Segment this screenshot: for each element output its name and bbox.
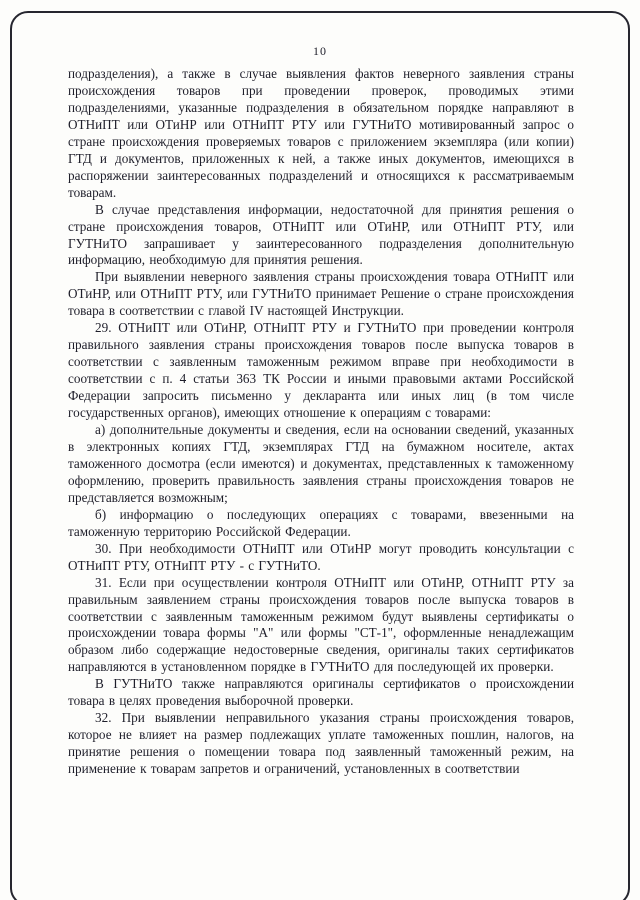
paragraph: В ГУТНиТО также направляются оригиналы сертификатов о происхождении товара в целях проведения выборочной проверки. bbox=[68, 676, 574, 709]
paragraph: б) информацию о последующих операциях с товарами, ввезенными на таможенную территорию Российской Федерации. bbox=[68, 506, 574, 539]
paragraph: 30. При необходимости ОТНиПТ или ОТиНР могут проводить консультации с ОТНиПТ РТУ, ОТНиПТ РТУ - с ГУТНиТО. bbox=[68, 540, 574, 573]
paragraph: а) дополнительные документы и сведения, если на основании сведений, указанных в электронных копиях ГТД, экземплярах ГТД на бумажном носителе, актах таможенного досмотра (если имеются) и документах, представленных к таможенному оформлению, проверить правильность заявления страны происхождения товаров не представляется возможным; bbox=[68, 422, 574, 505]
paragraph: В случае представления информации, недостаточной для принятия решения о стране происхождения товаров, ОТНиПТ или ОТиНР, или ОТНиПТ РТУ, или ГУТНиТО запрашивает у заинтересованного подразделения дополнительную информацию, необходимую для принятия решения. bbox=[68, 201, 574, 268]
paragraph: 31. Если при осуществлении контроля ОТНиПТ или ОТиНР, ОТНиПТ РТУ за правильным заявлением страны происхождения товаров после выпуска товаров в соответствии с заявленным таможенным режимом будут выявлены сертификаты о происхождении товара формы "А" или формы "СТ-1", оформленные ненадлежащим образом либо содержащие недостоверные сведения, оригиналы таких сертификатов направляются в установленном порядке в ГУТНиТО для последующей их проверки. bbox=[68, 574, 574, 675]
document-body bbox=[68, 66, 574, 778]
paragraph: 29. ОТНиПТ или ОТиНР, ОТНиПТ РТУ и ГУТНиТО при проведении контроля правильного заявления страны происхождения товаров после выпуска товаров в соответствии с заявленным таможенным режимом вправе при необходимости в соответствии с п. 4 статьи 363 ТК России и иными правовыми актами Российской Федерации запросить письменно у декларанта или иных лиц (в том числе государственных органов), имеющих отношение к операциям с товарами: bbox=[68, 320, 574, 421]
paragraph: При выявлении неверного заявления страны происхождения товара ОТНиПТ или ОТиНР, или ОТНиПТ РТУ, или ГУТНиТО принимает Решение о стране происхождения товара в соответствии с главой IV настоящей Инструкции. bbox=[68, 269, 574, 319]
paragraph: 32. При выявлении неправильного указания страны происхождения товаров, которое не влияет на размер подлежащих уплате таможенных пошлин, налогов, на принятие решения о помещении товара под заявленный таможенный режим, на применение к товарам запретов и ограничений, установленных в соответствии bbox=[68, 710, 574, 777]
paragraph: подразделения), а также в случае выявления фактов неверного заявления страны происхождения товаров при проведении проверок, проводимых этими подразделениями, указанные подразделения в обязательном порядке направляют в ОТНиПТ или ОТиНР или ОТНиПТ РТУ или ГУТНиТО мотивированный запрос о стране происхождения проверяемых товаров с приложением экземпляра (или копии) ГТД и документов, приложенных к ней, а также иных документов, имеющихся в распоряжении заинтересованных подразделений и относящихся к рассматриваемым товарам. bbox=[68, 66, 574, 200]
page-number: 10 bbox=[313, 44, 327, 58]
